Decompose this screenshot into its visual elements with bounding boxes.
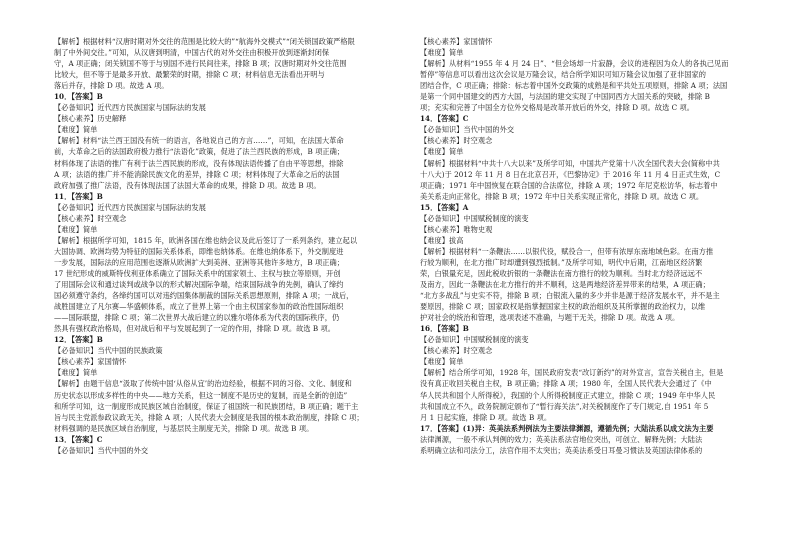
text-line: 【难度】简单 [54,368,98,378]
text-line: 【难度】简单 [54,125,98,135]
text-line: 守，A 项正确；闭关锁国不等于与别国不进行民间往来，排除 B 项；汉唐时期对外交往范围 [54,59,347,69]
text-line: 美关系走向正常化，排除 B 项；1972 年中日关系实现正常化，排除 D 项。故选 C 项。 [420,191,704,201]
text-line: A 项；法语的推广并不能消除民族文化的差异，排除 C 项；材料体现了大革命之后的法国 [54,169,340,179]
text-line: 【解析】材料“法兰西王国没有统一的语言，各地说自己的方言……”，可知，在法国大革命 [54,136,344,146]
text-line: 【核心素养】唯物史观 [420,224,493,234]
text-line: 【难度】简单 [54,224,98,234]
text-line: 14．【答案】C [420,114,469,124]
left-column [54,36,398,550]
text-line: 比较大，但不等于是最多开放、最繁荣的时期，排除 C 项；材料信息无法看出开明与 [54,70,325,80]
text-line: 【必备知识】近代西方民族国家与国际法的发展 [54,103,206,113]
text-line: 【难度】简单 [420,48,464,58]
text-line: 国必须遵守条约，各缔约国可以对违约国集体制裁的国际关系思想原则，排除 A 项；一战后， [54,291,354,301]
text-line: 【核心素养】时空观念 [54,213,127,223]
text-line: 【解析】根据材料“汉唐时期对外交往的范围是比较大的”“航海外交模式”“闭关锁国政策严格限 [54,37,355,46]
text-line: 项正确；1971 年中国恢复在联合国的合法席位，排除 A 项；1972 年尼克松访华，标志着中 [420,180,718,190]
text-line: 10．【答案】B [54,92,103,102]
text-line: 系明确立法和司法分工，法官作用不太突出；英美法系受日耳曼习惯法及英国法律体系的 [420,445,703,455]
text-line: 大国协调、欧洲均势为特征的国际关系体系，即维也纳体系。在维也纳体系下，外交制度进 [54,246,344,256]
text-line: 华人民共和国个人所得税》，我国的个人所得税制度正式建立，排除 C 项；1949 年中华人民 [420,390,716,400]
text-line: 历史状态以形成多样性的中央——地方关系，但这一制度不是历史的复制，而是全新的创造” [54,390,348,400]
text-line: 【解析】从材料“1955 年 4 月 24 日”、“但会场却一片寂静，会议的进程因为众人的各执己见而 [420,59,729,69]
text-line: 【解析】由题干信息“汲取了传统中国‘从俗从宜’的治边经验，根据不同的习俗、文化、制度和 [54,379,352,389]
text-line: 【解析】根据材料“一条鞭法……以银代役，赋役合一，但带有浓厚东南地域色彩。在南方推 [420,246,714,256]
text-line: ——国际联盟，排除 C 项；第二次世界大战后建立的以雅尔塔体系为代表的国际秩序，仍 [54,313,340,323]
text-line: 然具有强权政治格局，但对战后和平与发展起到了一定的作用，排除 D 项。故选 B 项。 [54,324,336,334]
text-line: 【必备知识】当代中国的外交 [420,125,515,135]
text-line: 【难度】简单 [420,147,464,157]
text-line: 【必备知识】中国赋税制度的演变 [420,213,529,223]
text-line: 材料体现了法语的推广有利于法兰西民族的形成，没有体现法语传播了自由平等思想，排除 [54,158,344,168]
text-line: 17．【答案】(1)异：英美法系判例法为主要法律渊源，遵循先例；大陆法系以成文法为主要 [420,423,714,433]
text-line: 【必备知识】中国赋税制度的演变 [420,335,529,345]
text-line: 团结合作，C 项正确；排除：标志着中国外交政策的成熟是和平共处五项原则，排除 A 项；法国 [420,81,728,91]
text-line: 月 1 日起实施，排除 D 项。故选 B 项。 [420,412,552,422]
text-line: 荣，白银量充足，因此税收折银的一条鞭法在南方推行的较为顺利。当时北方经济远远不 [420,268,703,278]
text-line: 【必备知识】近代西方民族国家与国际法的发展 [54,202,206,212]
text-line: 了用国际会议和通过谈判或战争以的形式解决国际争端，结束国际战争的先例，确认了缔约 [54,280,344,290]
text-line: 前，大革命之后的法国政府极力推行“法语化”政策，促进了法兰西民族的形成，B 项正确； [54,147,345,157]
text-line: 【必备知识】当代中国的民族政策 [54,346,163,356]
text-line: 【难度】拔高 [420,235,464,245]
text-line: 十八大)于 2012 年 11 月 8 日在北京召开，《巴黎协定》于 2016 年 11 月 4 日正式生效，C [420,169,721,179]
page-gutter [0,0,26,560]
text-line: 【解析】结合所学可知，1928 年，国民政府发表“改订新约”的对外宣言，宣告关税自主，但是 [420,368,724,378]
text-line: 16．【答案】B [420,324,469,334]
text-line: 落后并存，排除 D 项。故选 A 项。 [54,81,169,91]
text-line: 项；充实和完善了中国全方位外交格局是改革开放后的外交，排除 D 项。故选 C 项。 [420,103,695,113]
text-line: 材料强调的是民族区域自治制度，与基层民主制度无关，排除 D 项。故选 B 项。 [54,423,314,433]
text-line: 是第一个同中国建交的西方大国，与法国的建交实现了中国同西方大国关系的突破，排除 B [420,92,710,102]
text-line: 【解析】根据材料“中共十八大以来”及所学可知，中国共产党第十八次全国代表大会(简称中共 [420,158,720,168]
text-line: 12．【答案】B [54,335,103,345]
text-line: 护对社会的统治和管理，选项表述不准确，与题干无关，排除 D 项。故选 A 项。 [420,313,680,323]
text-line: 行较为顺利，在北方推广时却遭到强烈抵制。”及所学可知，明代中后期，江南地区经济繁 [420,257,703,267]
text-line: 法律渊源，一般不承认判例的效力；英美法系法官地位突出，可创立、解释先例；大陆法 [420,434,703,444]
text-line: 【必备知识】当代中国的外交 [54,445,149,455]
text-line: 13．【答案】C [54,434,103,444]
right-column [420,36,764,550]
text-line: 旨与民主党派参政议政无关，排除 A 项；人民代表大会制度是我国的根本政治制度，排除 C 项； [54,412,364,422]
text-line: 【解析】根据所学可知，1815 年，欧洲各国在维也纳会议及此后签订了一系列条约，建立起以 [54,235,358,245]
text-line: 战胜国建立了凡尔赛—华盛顿体系，成立了世界上第一个由主权国家参加的政治性国际组织 [54,302,344,312]
text-line: 15．【答案】A [420,202,469,212]
text-line: 【核心素养】历史解释 [54,114,127,124]
text-line: 政府加强了推广法语，没有体现法国了法国大革命的成果，排除 D 项。故选 B 项。 [54,180,321,190]
text-line: 没有真正收回关税自主权，B 项正确；排除 A 项；1980 年，全国人民代表大会通过了《中 [420,379,712,389]
text-line: 一步发展，国际法的应用范围也逐渐从欧洲扩大到美洲、亚洲等其他许多地方，B 项正确； [54,257,344,267]
text-line: 【核心素养】时空观念 [420,136,493,146]
text-line: 【核心素养】家国情怀 [54,357,127,367]
text-line: 共和国成立不久，政务院制定颁布了“暂行海关法”,对关税制度作了专门规定,自 1951 年 5 [420,401,709,411]
text-line: “北方多战乱”与史实不符，排除 B 项；白银流入量的多少并非是源于经济发展水平，并不是主 [420,291,720,301]
text-line: 及南方，因此一条鞭法在北方推行的并不顺利，这是两地经济差异带来的结果，A 项正确； [420,280,710,290]
text-line: 【核心素养】时空观念 [420,346,493,356]
text-line: 和所学可知，这一制度形成民族区域自治制度，保证了祖国统一和民族团结，B 项正确；题干主 [54,401,359,411]
text-line: 要原因，排除 C 项；国家政权是指掌握国家主权的政治组织及其所掌握的政治权力，以维 [420,302,706,312]
text-line: 11．【答案】B [54,191,103,201]
text-line: 制了中外间交往。”可知，从汉唐到明清，中国古代的对外交往由积极开放到逐渐封闭保 [54,48,330,58]
text-line: 17 世纪形成的威斯特伐利亚体系确立了国际关系中的国家领土、主权与独立等原则，开创 [54,268,341,278]
text-line: 【难度】简单 [420,357,464,367]
text-line: 【核心素养】家国情怀 [420,37,493,46]
text-line: 暂停”等信息可以看出这次会议是万隆会议，结合所学知识可知万隆会议加强了亚非国家的 [420,70,706,80]
